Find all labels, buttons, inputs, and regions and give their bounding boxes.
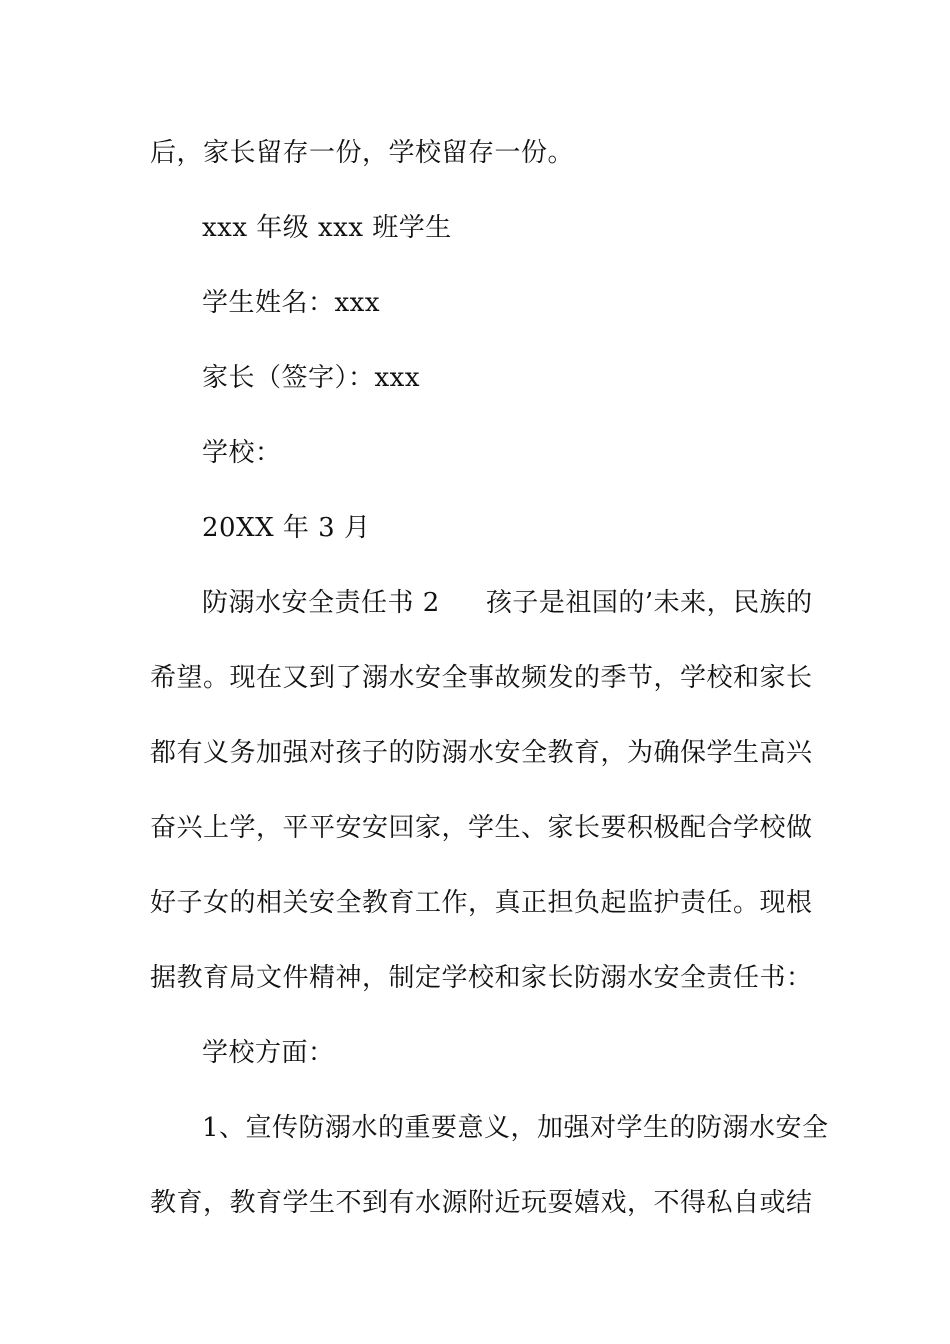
paragraph-line: 希望。现在又到了溺水安全事故频发的季节，学校和家长 xyxy=(150,663,813,693)
paragraph-line: 好子女的相关安全教育工作，真正担负起监护责任。现根 xyxy=(150,888,813,918)
class-line: xxx 年级 xxx 班学生 xyxy=(202,213,452,243)
paragraph-line: 奋兴上学，平平安安回家，学生、家长要积极配合学校做 xyxy=(150,813,813,843)
paragraph-line: 教育，教育学生不到有水源附近玩耍嬉戏，不得私自或结 xyxy=(150,1188,813,1218)
subsection-heading: 学校方面： xyxy=(202,1038,335,1068)
paragraph-start: 孩子是祖国的’未来，民族的 xyxy=(485,588,813,618)
paragraph-line: 后，家长留存一份，学校留存一份。 xyxy=(150,138,575,168)
student-name-line: 学生姓名：xxx xyxy=(202,288,380,318)
parent-signature-line: 家长（签字）：xxx xyxy=(202,363,420,393)
school-line: 学校： xyxy=(202,438,282,468)
paragraph-line: 都有义务加强对孩子的防溺水安全教育，为确保学生高兴 xyxy=(150,738,813,768)
section-heading-line xyxy=(202,586,813,620)
list-item-1: 1、宣传防溺水的重要意义，加强对学生的防溺水安全 xyxy=(202,1113,829,1143)
paragraph-line: 据教育局文件精神，制定学校和家长防溺水安全责任书： xyxy=(150,963,813,993)
section-heading: 防溺水安全责任书 2 xyxy=(202,588,440,618)
date-line: 20XX 年 3 月 xyxy=(202,513,371,543)
